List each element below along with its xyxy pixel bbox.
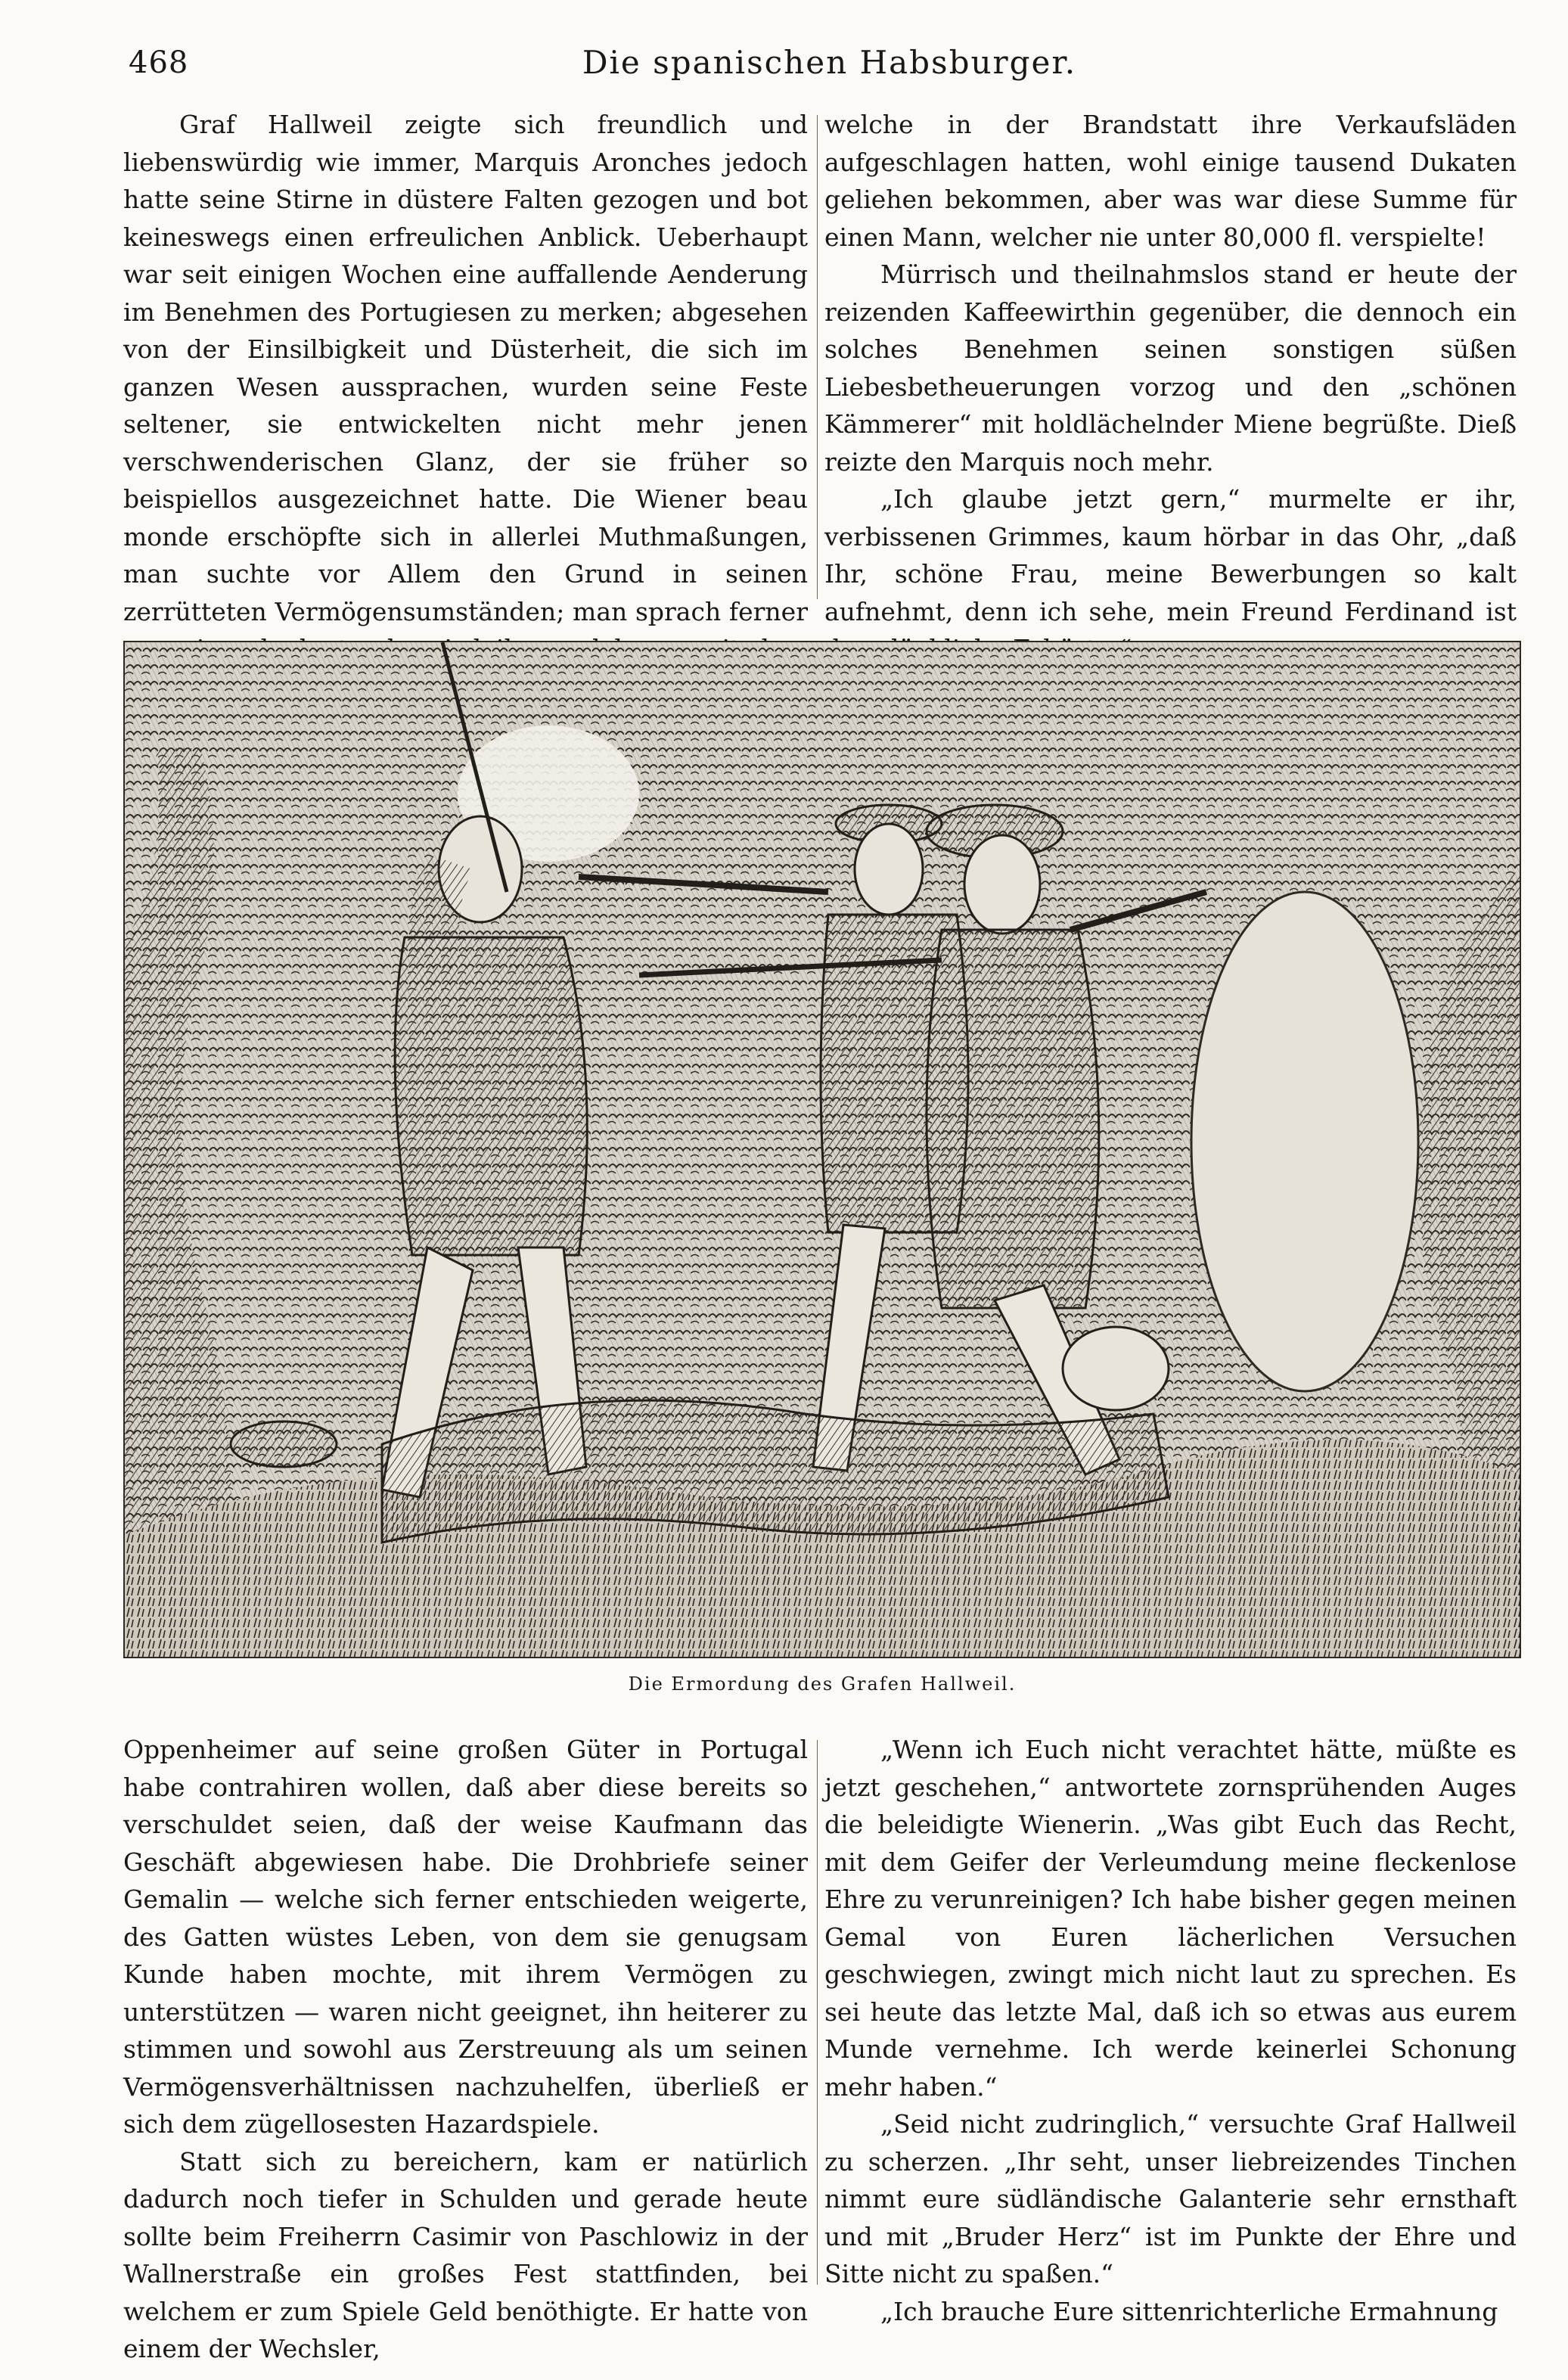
paragraph: „Ich brauche Eure sittenrichterliche Ermahnung	[880, 2296, 1498, 2326]
engraving-drawing	[125, 642, 1520, 1657]
paragraph: Statt sich zu bereichern, kam er natürlich dadurch noch tiefer in Schulden und gerade heute sollte beim Freiherrn Casimir von Paschlowiz in der Wallnerstraße ein großes Fest stattfinden, bei welchem er zum Spiele Geld benöthigte. Er hatte von einem der Wechsler,	[123, 2146, 808, 2363]
right-column-top	[824, 106, 1517, 668]
paragraph: „Ich glaube jetzt gern,“ murmelte er ihr, verbissenen Grimmes, kaum hörbar in das Ohr, „daß Ihr, schöne Frau, meine Bewerbungen so kalt aufnehmt, denn ich sehe, mein Freund Ferdinand ist	[824, 484, 1517, 626]
paragraph: welche in der Brandstatt ihre Verkaufsläden aufgeschlagen hatten, wohl einige tausend Dukaten geliehen bekommen, aber was war diese Summe für einen Mann, welcher nie unter 80,000 fl. verspielte!	[824, 110, 1517, 252]
engraving-illustration	[123, 641, 1521, 1658]
paragraph: Oppenheimer auf seine großen Güter in Portugal habe contrahiren wollen, daß aber diese bereits so verschuldet seien, daß der weise Kaufmann das Geschäft abgewiesen habe. Die Drohbriefe seiner Gemalin — welche sich ferner entschieden weigerte, des Gatten wüstes Leben, von dem sie genugsam Kunde haben mochte, mit ihrem Vermögen zu unterstützen — waren nicht geeignet, ihn heiterer zu stimmen und sowohl aus Zerstreuung als um seinen Vermögensverhältnissen nachzuhelfen, überließ er sich dem zügellosesten Hazardspiele.	[123, 1735, 808, 2139]
column-divider-top	[817, 115, 818, 599]
paragraph: „Seid nicht zudringlich,“ versuchte Graf Hallweil zu scherzen. „Ihr seht, unser liebreizendes Tinchen nimmt eure südländische Galanterie sehr ernsthaft und mit „Bruder Herz“ ist im Punkte der Ehre und Sitte nicht zu spaßen.“	[824, 2109, 1517, 2288]
left-column-top	[123, 106, 808, 705]
paragraph: „Wenn ich Euch nicht verachtet hätte, müßte es jetzt geschehen,“ antwortete zornsprühenden Auges die beleidigte Wienerin. „Was gibt Euch das Recht, mit dem Geifer der Verleumdung meine fleckenlose Ehre zu verunreinigen? Ich habe bisher gegen meinen Gemal von Euren lächerlichen Versuchen geschwiegen, zwingt mich nicht laut zu sprechen. Es sei heute das letzte Mal, daß ich so etwas aus eurem Munde vernehme. Ich werde keinerlei Schonung mehr haben.“	[824, 1735, 1517, 2102]
paragraph: Mürrisch und theilnahmslos stand er heute der reizenden Kaffeewirthin gegenüber, die dennoch ein solches Benehmen seinen sonstigen süßen Liebesbetheuerungen vorzog und den „schönen Kämmerer“ mit holdlächelnder Miene begrüßte. Dieß reizte den Marquis noch mehr.	[824, 259, 1517, 477]
illustration-caption: Die Ermordung des Grafen Hallweil.	[628, 1673, 1017, 1695]
column-divider-bottom	[817, 1740, 818, 2285]
tree-trunk-pale	[1191, 892, 1418, 1391]
page-header	[121, 39, 1492, 100]
running-title: Die spanischen Habsburger.	[582, 44, 1077, 81]
right-column-bottom	[824, 1731, 1517, 2330]
paragraph: Graf Hallweil zeigte sich freundlich und liebenswürdig wie immer, Marquis Aronches jedoch hatte seine Stirne in düstere Falten gezogen und bot keineswegs einen erfreulichen Anblick. Ueberhaupt war seit einigen Wochen eine auffallende Aenderung im Benehmen des Portugiesen zu merken; abgesehen von der Einsilbigkeit und Düsterheit, die sich im ganzen Wesen aussprachen, wurden seine Feste seltener, sie entwickelten nicht mehr jenen verschwenderischen Glanz, der sie früher so beispiellos ausgezeichnet hatte. Die Wiener beau monde erschöpfte sich in allerlei Muthmaßungen, man suchte vor Allem den Grund in seinen zerrütteten Vermögensumständen; man sprach ferner	[123, 110, 808, 626]
page-number: 468	[129, 45, 189, 80]
dropped-hat	[231, 1421, 337, 1467]
left-column-bottom	[123, 1731, 808, 2368]
